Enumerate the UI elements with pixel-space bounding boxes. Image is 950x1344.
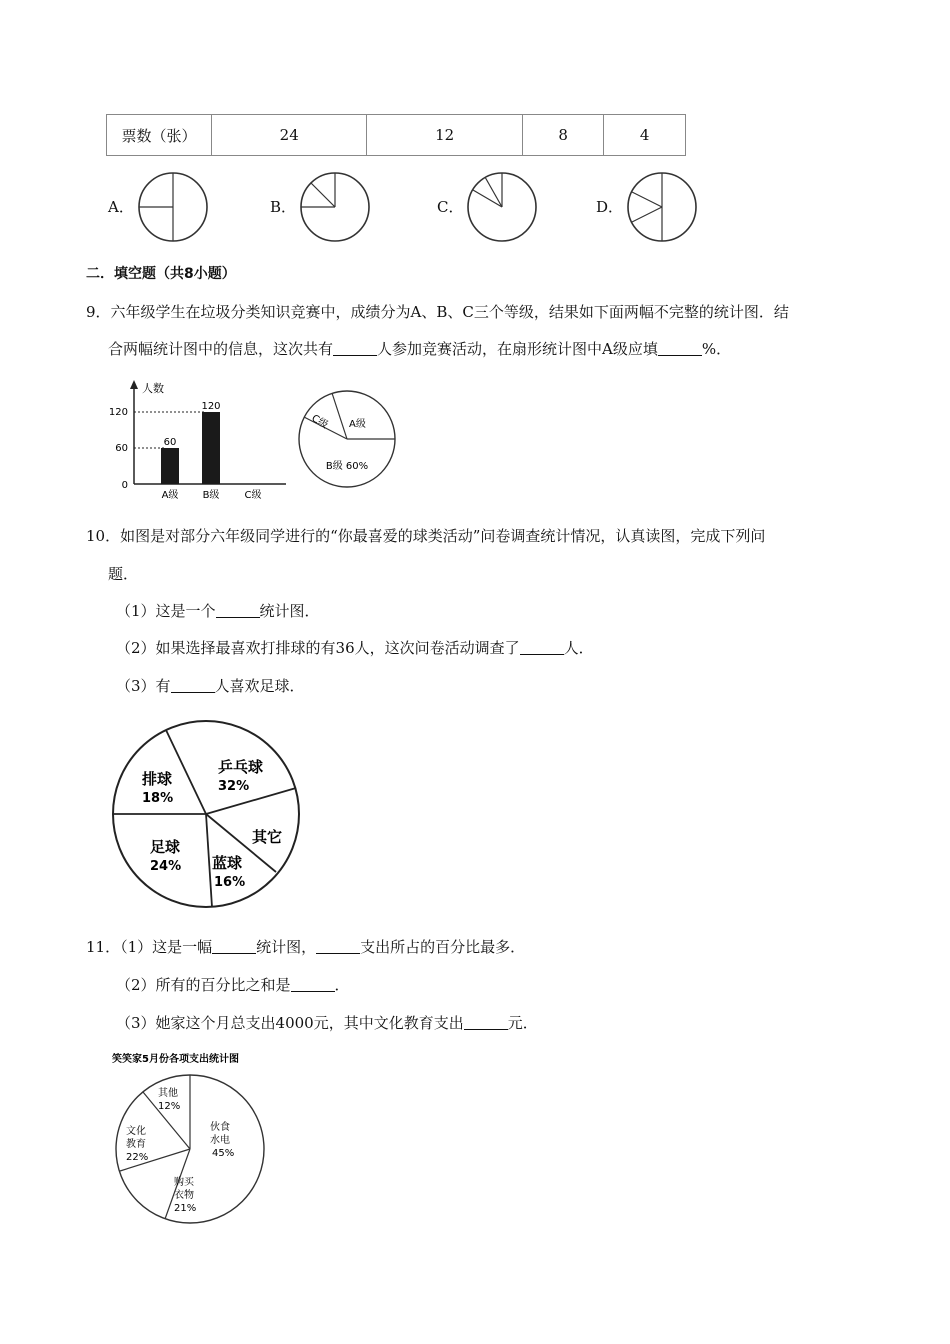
table-header-cell: 票数（张） bbox=[107, 115, 212, 156]
q11-part3-text-b: 元． bbox=[507, 1014, 538, 1032]
bar-1 bbox=[161, 448, 179, 484]
pie-percent-football: 24% bbox=[150, 859, 182, 874]
bar-2 bbox=[202, 412, 220, 484]
q11-part1-text-a: 11．（1）这是一幅 bbox=[86, 938, 213, 956]
pie-label-education: 文化 bbox=[126, 1126, 146, 1137]
option-d-pie bbox=[625, 170, 699, 244]
q9-text-c: %． bbox=[701, 340, 732, 358]
pie-label-food: 伙食 bbox=[210, 1122, 230, 1133]
table-row bbox=[107, 115, 686, 156]
pie-percent-other: 12% bbox=[158, 1101, 181, 1112]
q9-line1: 9．六年级学生在垃圾分类知识竞赛中，成绩分为A、B、C三个等级，结果如下面两幅不完整的统计图．结 bbox=[86, 303, 789, 321]
q11-part2-text-b: ． bbox=[334, 976, 350, 994]
x-tick-label: C级 bbox=[244, 490, 262, 501]
y-tick-label: 120 bbox=[108, 407, 128, 418]
bar-data-label: 120 bbox=[201, 401, 221, 412]
pie-label-food-2: 水电 bbox=[210, 1135, 230, 1146]
pie-label-pingpong: 乒乓球 bbox=[218, 758, 264, 776]
pie-label-education-2: 教育 bbox=[126, 1139, 146, 1150]
table-cell: 12 bbox=[367, 115, 522, 156]
pie-percent-volleyball: 18% bbox=[142, 791, 174, 806]
pie-label-basketball: 蓝球 bbox=[212, 854, 243, 872]
q10-line1: 10．如图是对部分六年级同学进行的“你最喜爱的球类活动”问卷调查统计情况，认真读图，完成下列问 bbox=[86, 527, 766, 545]
y-tick-label: 0 bbox=[121, 480, 128, 491]
option-b-label: B． bbox=[270, 198, 297, 216]
q10-part3-text-b: 人喜欢足球． bbox=[214, 677, 305, 695]
q10-part2 bbox=[116, 638, 594, 658]
pie-label-other: 其它 bbox=[252, 828, 283, 846]
q9-bar-chart bbox=[108, 376, 293, 502]
option-d-label: D． bbox=[596, 198, 624, 216]
q10-part1 bbox=[116, 601, 320, 621]
votes-table bbox=[106, 114, 686, 156]
bar-data-label: 60 bbox=[163, 437, 177, 448]
y-tick-label: 60 bbox=[115, 443, 128, 454]
x-tick-label: B级 bbox=[202, 490, 220, 501]
pie-label-b: B级 60% bbox=[325, 461, 369, 472]
y-axis-arrow bbox=[130, 380, 138, 389]
answer-blank bbox=[171, 678, 215, 693]
answer-blank bbox=[216, 603, 260, 618]
option-b-pie bbox=[298, 170, 372, 244]
q10-part1-text-b: 统计图． bbox=[259, 602, 320, 620]
q9-pie-chart bbox=[297, 384, 399, 496]
q10-pie-chart bbox=[108, 712, 304, 916]
pie-percent-pingpong: 32% bbox=[218, 779, 250, 794]
pie-percent-education: 22% bbox=[126, 1152, 149, 1163]
chart-title: 笑笑家5月份各项支出统计图 bbox=[112, 1054, 239, 1065]
q10-line2: 题． bbox=[108, 565, 139, 583]
table-cell: 8 bbox=[522, 115, 604, 156]
pie-percent-clothes: 21% bbox=[174, 1203, 197, 1214]
pie-label-clothes-2: 衣物 bbox=[174, 1190, 194, 1201]
q11-part1-text-b: 统计图， bbox=[256, 938, 317, 956]
pie-label-a: A级 bbox=[349, 419, 366, 430]
answer-blank bbox=[212, 939, 256, 954]
q10-part2-text-a: （2）如果选择最喜欢打排球的有36人，这次问卷活动调查了 bbox=[116, 639, 520, 657]
pie-label-c: C级 bbox=[309, 413, 330, 432]
q9-text-a: 合两幅统计图中的信息，这次共有 bbox=[108, 340, 334, 358]
answer-blank bbox=[520, 640, 564, 655]
q11-part3 bbox=[116, 1013, 538, 1033]
q10-part2-text-b: 人． bbox=[563, 639, 594, 657]
answer-blank bbox=[333, 341, 377, 356]
pie-label-volleyball: 排球 bbox=[142, 770, 173, 788]
pie-label-clothes: 购买 bbox=[174, 1177, 194, 1188]
q9-text-b: 人参加竞赛活动，在扇形统计图中A级应填 bbox=[377, 340, 658, 358]
answer-blank bbox=[658, 341, 702, 356]
section-title: 二．填空题（共8小题） bbox=[86, 266, 236, 282]
answer-blank bbox=[316, 939, 360, 954]
pie-label-other: 其他 bbox=[158, 1088, 178, 1099]
q10-part1-text-a: （1）这是一个 bbox=[116, 602, 216, 620]
q11-part2-text-a: （2）所有的百分比之和是 bbox=[116, 976, 291, 994]
option-c-pie bbox=[465, 170, 539, 244]
q9-line2 bbox=[108, 339, 731, 359]
table-cell: 24 bbox=[212, 115, 367, 156]
table-cell: 4 bbox=[604, 115, 686, 156]
pie-percent-basketball: 16% bbox=[214, 875, 246, 890]
pie-label-football: 足球 bbox=[150, 838, 181, 856]
y-axis-label: 人数 bbox=[142, 382, 164, 395]
bars bbox=[161, 401, 221, 484]
q11-part3-text-a: （3）她家这个月总支出4000元，其中文化教育支出 bbox=[116, 1014, 464, 1032]
q11-part1-text-c: 支出所占的百分比最多． bbox=[360, 938, 526, 956]
option-a-pie bbox=[136, 170, 210, 244]
pie-percent-food: 45% bbox=[212, 1148, 235, 1159]
x-tick-label: A级 bbox=[161, 490, 179, 501]
q11-part2 bbox=[116, 975, 350, 995]
option-a-label: A． bbox=[108, 198, 134, 216]
q10-part3 bbox=[116, 676, 305, 696]
q11-part1 bbox=[86, 937, 525, 957]
option-c-label: C． bbox=[437, 198, 464, 216]
answer-blank bbox=[291, 977, 335, 992]
answer-blank bbox=[464, 1015, 508, 1030]
q10-part3-text-a: （3）有 bbox=[116, 677, 171, 695]
q11-pie-chart bbox=[108, 1048, 274, 1230]
